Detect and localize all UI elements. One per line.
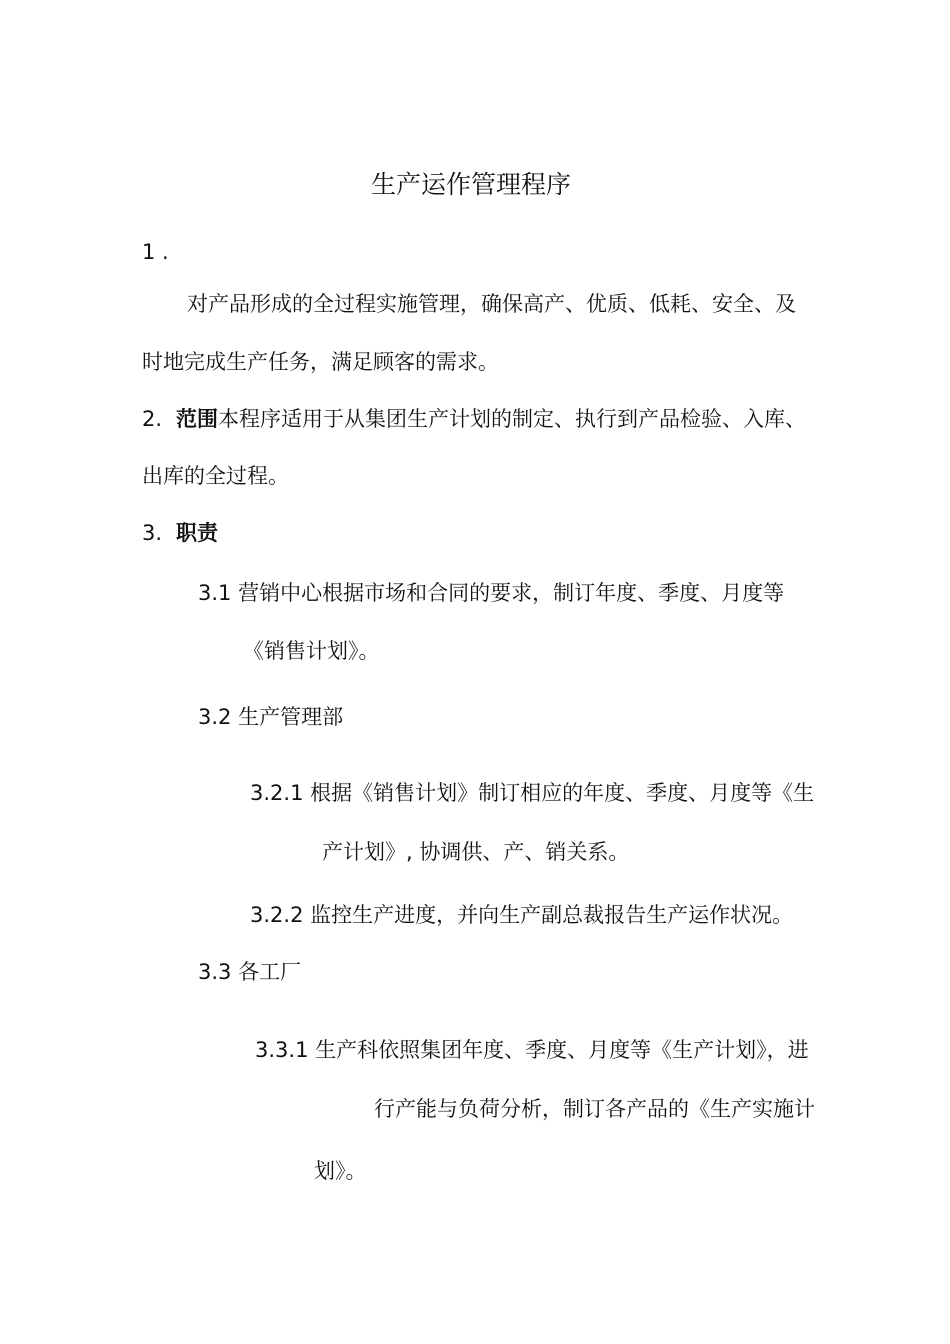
item-3-2: 3.2 生产管理部	[198, 705, 344, 729]
section-3-number: 3.	[142, 521, 163, 545]
item-3-1-line-1: 3.1 营销中心根据市场和合同的要求，制订年度、季度、月度等	[198, 581, 785, 605]
section-2-text-line-2: 出库的全过程。	[142, 464, 289, 488]
item-3-3-1-line-1: 3.3.1 生产科依照集团年度、季度、月度等《生产计划》，进	[255, 1038, 809, 1062]
item-3-1-line-2: 《销售计划》。	[243, 639, 380, 663]
section-1-text-line-1: 对产品形成的全过程实施管理，确保高产、优质、低耗、安全、及	[187, 292, 796, 316]
section-2-number: 2.	[142, 407, 163, 431]
section-1-text-line-2: 时地完成生产任务，满足顾客的需求。	[142, 350, 499, 374]
page-title: 生产运作管理程序	[371, 170, 572, 199]
item-3-3: 3.3 各工厂	[198, 960, 302, 984]
item-3-3-1-line-3: 划》。	[314, 1159, 367, 1183]
section-3-heading: 职责	[176, 521, 219, 545]
section-1-number: 1 .	[142, 240, 169, 264]
item-3-2-2: 3.2.2 监控生产进度，并向生产副总裁报告生产运作状况。	[250, 903, 794, 927]
item-3-2-1-line-1: 3.2.1 根据《销售计划》制订相应的年度、季度、月度等《生	[250, 781, 815, 805]
section-2-heading: 范围	[176, 407, 219, 431]
item-3-2-1-line-2: 产计划》, 协调供、产、销关系。	[322, 840, 630, 864]
item-3-3-1-line-2: 行产能与负荷分析，制订各产品的《生产实施计	[374, 1097, 815, 1121]
section-2-line-1	[142, 405, 806, 433]
section-2-text-line-1: 本程序适用于从集团生产计划的制定、执行到产品检验、入库、	[218, 407, 807, 431]
section-3-heading-line	[142, 519, 218, 547]
